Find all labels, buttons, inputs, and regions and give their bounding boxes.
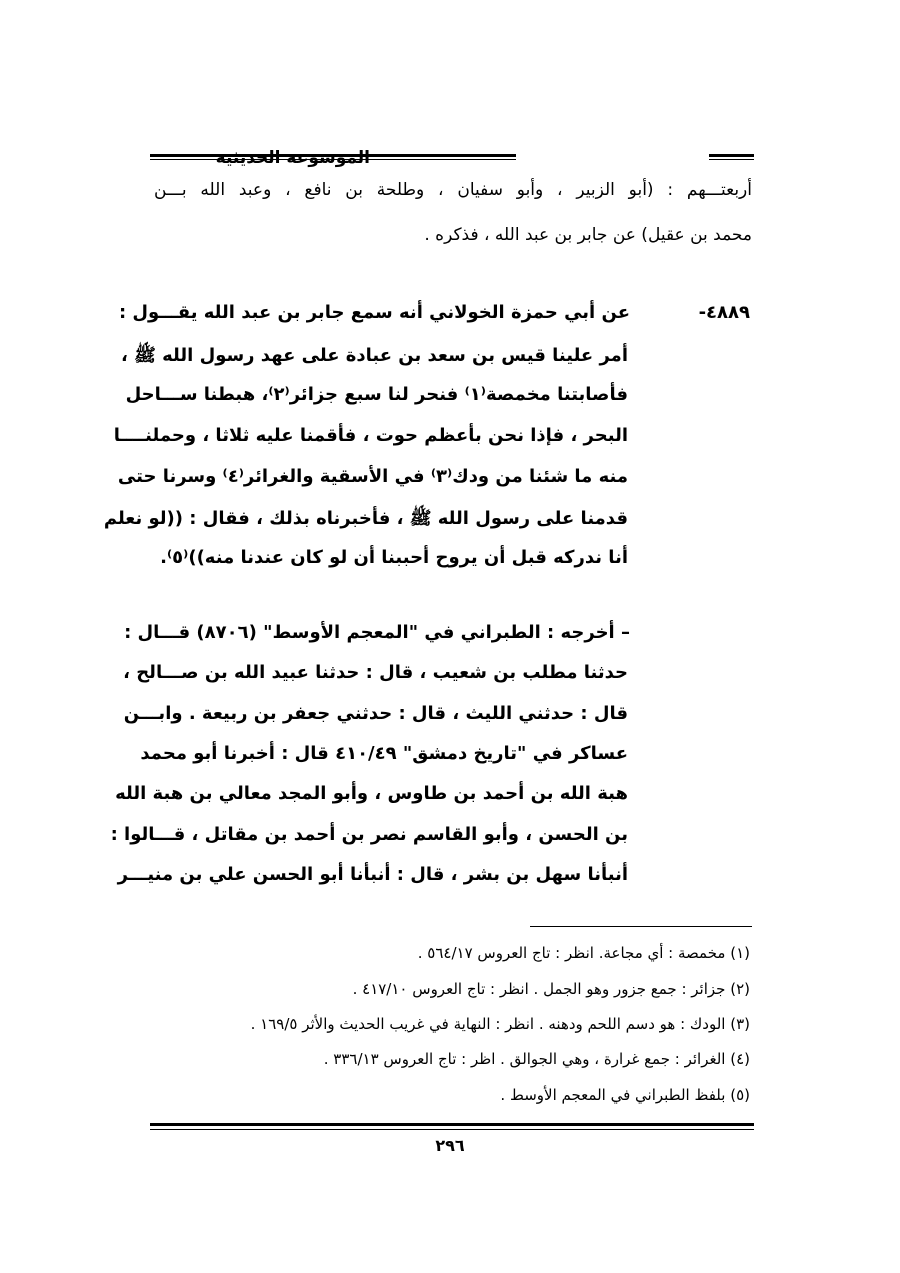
- takhrij-line: قال : حدثني الليث ، قال : حدثني جعفر بن ربيعة . وابـــن: [123, 703, 628, 724]
- header-rule-right: [709, 154, 754, 157]
- takhrij-line: بن الحسن ، وأبو القاسم نصر بن أحمد بن مقاتل ، قـــالوا :: [110, 824, 628, 845]
- intro-line-1: أربعتـــهم : (أبو الزبير ، وأبو سفيان ، وطلحة بن نافع ، وعبد الله بـــن: [154, 180, 752, 200]
- hadith-number: ٤٨٨٩-: [698, 302, 750, 323]
- header-rule-right-thin: [709, 159, 754, 160]
- hadith-line: فأصابتنا مخمصة⁽١⁾ فنحر لنا سبع جزائر⁽٢⁾، هبطنا ســـاحل: [125, 384, 628, 405]
- hadith-line: منه ما شئنا من ودك⁽٣⁾ في الأسقية والغرائر⁽٤⁾ وسرنا حتى: [117, 466, 628, 487]
- footnote-2: (٢) جزائر : جمع جزور وهو الجمل . انظر : تاج العروس ٤١٧/١٠ .: [352, 980, 750, 998]
- footer-rule: [150, 1123, 754, 1126]
- hadith-line: البحر ، فإذا نحن بأعظم حوت ، فأقمنا عليه ثلاثا ، وحملنــــا: [113, 425, 628, 446]
- header-title: الموسوعة الحديثية: [215, 148, 370, 168]
- page-number: ٢٩٦: [435, 1136, 465, 1155]
- footnote-separator: [530, 926, 752, 927]
- footnote-4: (٤) الغرائر : جمع غرارة ، وهي الجوالق . اظر : تاج العروس ٣٣٦/١٣ .: [323, 1050, 750, 1068]
- hadith-line: أمر علينا قيس بن سعد بن عبادة على عهد رسول الله ﷺ ،: [121, 345, 628, 366]
- hadith-line: عن أبي حمزة الخولاني أنه سمع جابر بن عبد الله يقـــول :: [118, 302, 630, 323]
- footnote-1: (١) مخمصة : أي مجاعة. انظر : تاج العروس ٥٦٤/١٧ .: [417, 944, 750, 962]
- footer-rule-thin: [150, 1129, 754, 1130]
- intro-line-2: محمد بن عقيل) عن جابر بن عبد الله ، فذكره .: [424, 225, 752, 245]
- footnote-3: (٣) الودك : هو دسم اللحم ودهنه . انظر : النهاية في غريب الحديث والأثر ١٦٩/٥ .: [250, 1015, 750, 1033]
- running-header: [150, 143, 754, 173]
- hadith-line: أنا ندركه قبل أن يروح أحببنا أن لو كان عندنا منه))⁽٥⁾.: [160, 547, 628, 568]
- takhrij-line: أنبأنا سهل بن بشر ، قال : أنبأنا أبو الحسن علي بن منيـــر: [117, 864, 628, 885]
- hadith-line: قدمنا على رسول الله ﷺ ، فأخبرناه بذلك ، فقال : ((لو نعلم: [103, 508, 628, 529]
- footnote-5: (٥) بلفظ الطبراني في المعجم الأوسط .: [500, 1086, 750, 1104]
- takhrij-line: – أخرجه : الطبراني في "المعجم الأوسط" (٨٧٠٦) قـــال :: [124, 622, 630, 643]
- takhrij-line: حدثنا مطلب بن شعيب ، قال : حدثنا عبيد الله بن صـــالح ،: [123, 662, 628, 683]
- takhrij-line: هبة الله بن أحمد بن طاوس ، وأبو المجد معالي بن هبة الله: [115, 783, 628, 804]
- takhrij-line: عساكر في "تاريخ دمشق" ٤١٠/٤٩ قال : أخبرنا أبو محمد: [140, 743, 628, 764]
